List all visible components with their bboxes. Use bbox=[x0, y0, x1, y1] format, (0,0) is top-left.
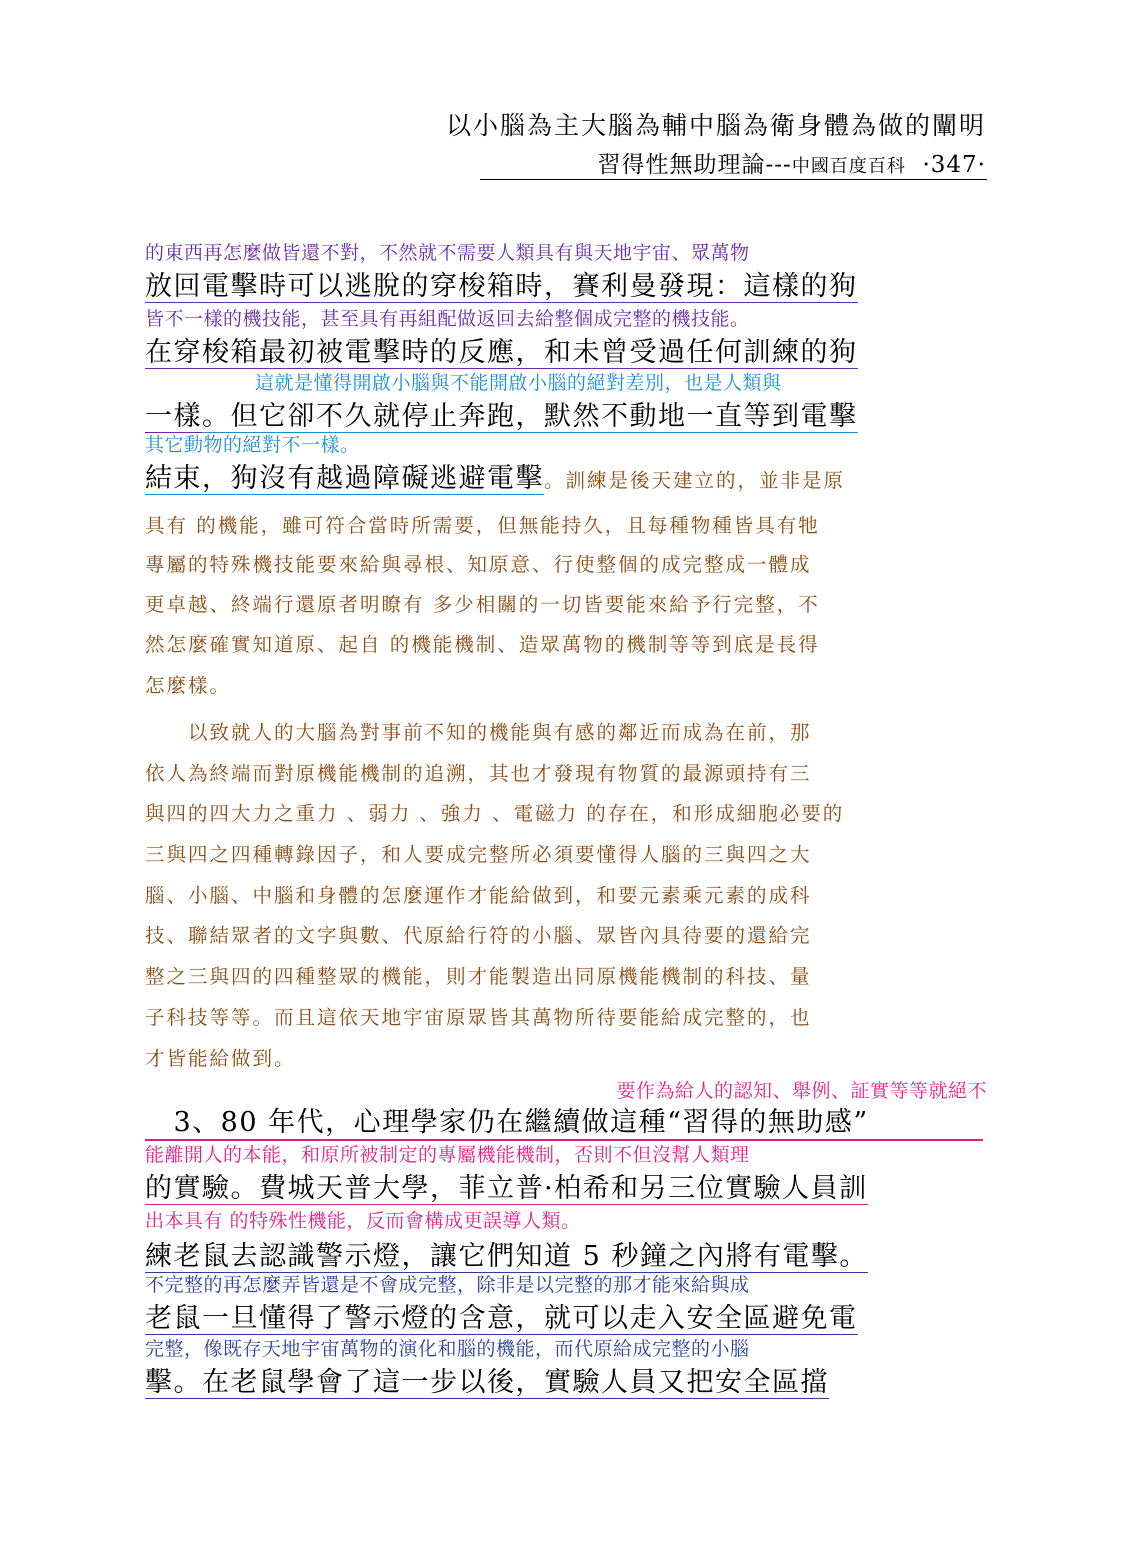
underlined-text: 3、80 年代，心理學家仍在繼續做這種“習得的無助感” bbox=[145, 1100, 983, 1141]
underlined-text: 在穿梭箱最初被電擊時的反應，和未曾受過任何訓練的狗 bbox=[145, 337, 858, 368]
body-line bbox=[145, 1166, 987, 1205]
annotation-line: 能離開人的本能，和原所被制定的專屬機能機制，否則不但沒幫人類理 bbox=[145, 1144, 750, 1166]
annotation-line: 完整，像既存天地宇宙萬物的演化和腦的機能，而代原給成完整的小腦 bbox=[145, 1338, 750, 1360]
inline-commentary: 。訓練是後天建立的，並非是原 bbox=[544, 469, 846, 492]
body-line bbox=[145, 1360, 987, 1399]
commentary-line: 然怎麼確實知道原、起自 的機能機制、造眾萬物的機制等等到底是長得 bbox=[145, 633, 820, 656]
running-title: 以小腦為主大腦為輔中腦為衛身體為做的闡明 bbox=[445, 111, 986, 140]
underlined-text: 練老鼠去認識警示燈，讓它們知道 5 秒鐘之內將有電擊。 bbox=[145, 1241, 868, 1272]
commentary-line: 三與四之四種轉錄因子，和人要成完整所必須要懂得人腦的三與四之大 bbox=[145, 843, 812, 866]
header-rule bbox=[480, 179, 987, 180]
commentary-line: 整之三與四的四種整眾的機能，則才能製造出同原機能機制的科技、量 bbox=[145, 965, 812, 988]
underlined-text: 老鼠一旦懂得了警示燈的含意，就可以走入安全區避免電 bbox=[145, 1303, 858, 1334]
commentary-line: 技、聯結眾者的文字與數、代原給行符的小腦、眾皆內具待要的還給完 bbox=[145, 924, 812, 947]
annotation-line: 不完整的再怎麼弄皆還是不會成完整，除非是以完整的那才能來給與成 bbox=[145, 1274, 750, 1296]
underlined-text: 的實驗。費城天普大學，菲立普·柏希和另三位實驗人員訓 bbox=[145, 1173, 868, 1204]
underlined-text: 。但它卻不久就停止奔跑，默然不動地一直等到電擊 bbox=[202, 401, 858, 432]
annotation-line: 這就是懂得開啟小腦與不能開啟小腦的絕對差別，也是人類與 bbox=[255, 372, 782, 394]
annotation-line: 的東西再怎麼做皆還不對，不然就不需要人類具有與天地宇宙、眾萬物 bbox=[145, 242, 750, 264]
subtitle-source: 中國百度百科 bbox=[791, 156, 906, 177]
subtitle-main: 習得性無助理論--- bbox=[597, 152, 792, 178]
annotation-line: 皆不一樣的機技能，甚至具有再組配做返回去給整個成完整的機技能。 bbox=[145, 308, 750, 330]
commentary-line: 更卓越、終端行還原者明瞭有 多少相關的一切皆要能來給予行完整，不 bbox=[145, 593, 820, 616]
annotation-line: 其它動物的絕對不一樣。 bbox=[145, 434, 360, 456]
commentary-line: 才皆能給做到。 bbox=[145, 1047, 296, 1070]
underlined-text: 放回電擊時可以逃脫的穿梭箱時，賽利曼發現：這樣的狗 bbox=[145, 271, 858, 302]
body-line bbox=[145, 330, 987, 369]
page-number: ·347· bbox=[922, 152, 986, 178]
underlined-text: 結束，狗沒有越過障礙逃避電擊 bbox=[145, 463, 544, 494]
body-line bbox=[145, 394, 987, 433]
commentary-line: 依人為終端而對原機能機制的追溯，其也才發現有物質的最源頭持有三 bbox=[145, 762, 812, 785]
running-subtitle bbox=[598, 146, 986, 179]
annotation-line: 要作為給人的認知、舉例、証實等等就絕不 bbox=[616, 1080, 987, 1102]
underlined-text: 擊。在老鼠學會了這一步以後，實驗人員又把安全區擋 bbox=[145, 1367, 829, 1398]
underlined-text: 一樣 bbox=[145, 401, 202, 432]
body-line bbox=[145, 1234, 987, 1273]
commentary-line: 腦、小腦、中腦和身體的怎麼運作才能給做到，和要元素乘元素的成科 bbox=[145, 884, 812, 907]
commentary-line: 子科技等等。而且這依天地宇宙原眾皆其萬物所待要能給成完整的，也 bbox=[145, 1006, 812, 1029]
body-line bbox=[145, 1100, 987, 1141]
body-line bbox=[145, 1296, 987, 1335]
annotation-line: 出本具有 的特殊性機能，反而會構成更誤導人類。 bbox=[145, 1210, 581, 1232]
commentary-line: 怎麼樣。 bbox=[145, 674, 232, 697]
commentary-line: 具有 的機能，雖可符合當時所需要，但無能持久，且每種物種皆具有牠 bbox=[145, 514, 820, 537]
commentary-line: 以致就人的大腦為對事前不知的機能與有感的鄰近而成為在前，那 bbox=[145, 721, 812, 744]
body-line bbox=[145, 264, 987, 303]
body-line bbox=[145, 456, 987, 495]
commentary-line: 專屬的特殊機技能要來給與尋根、知原意、行使整個的成完整成一體成 bbox=[145, 553, 812, 576]
commentary-line: 與四的四大力之重力 、弱力 、強力 、電磁力 的存在，和形成細胞必要的 bbox=[145, 802, 845, 825]
